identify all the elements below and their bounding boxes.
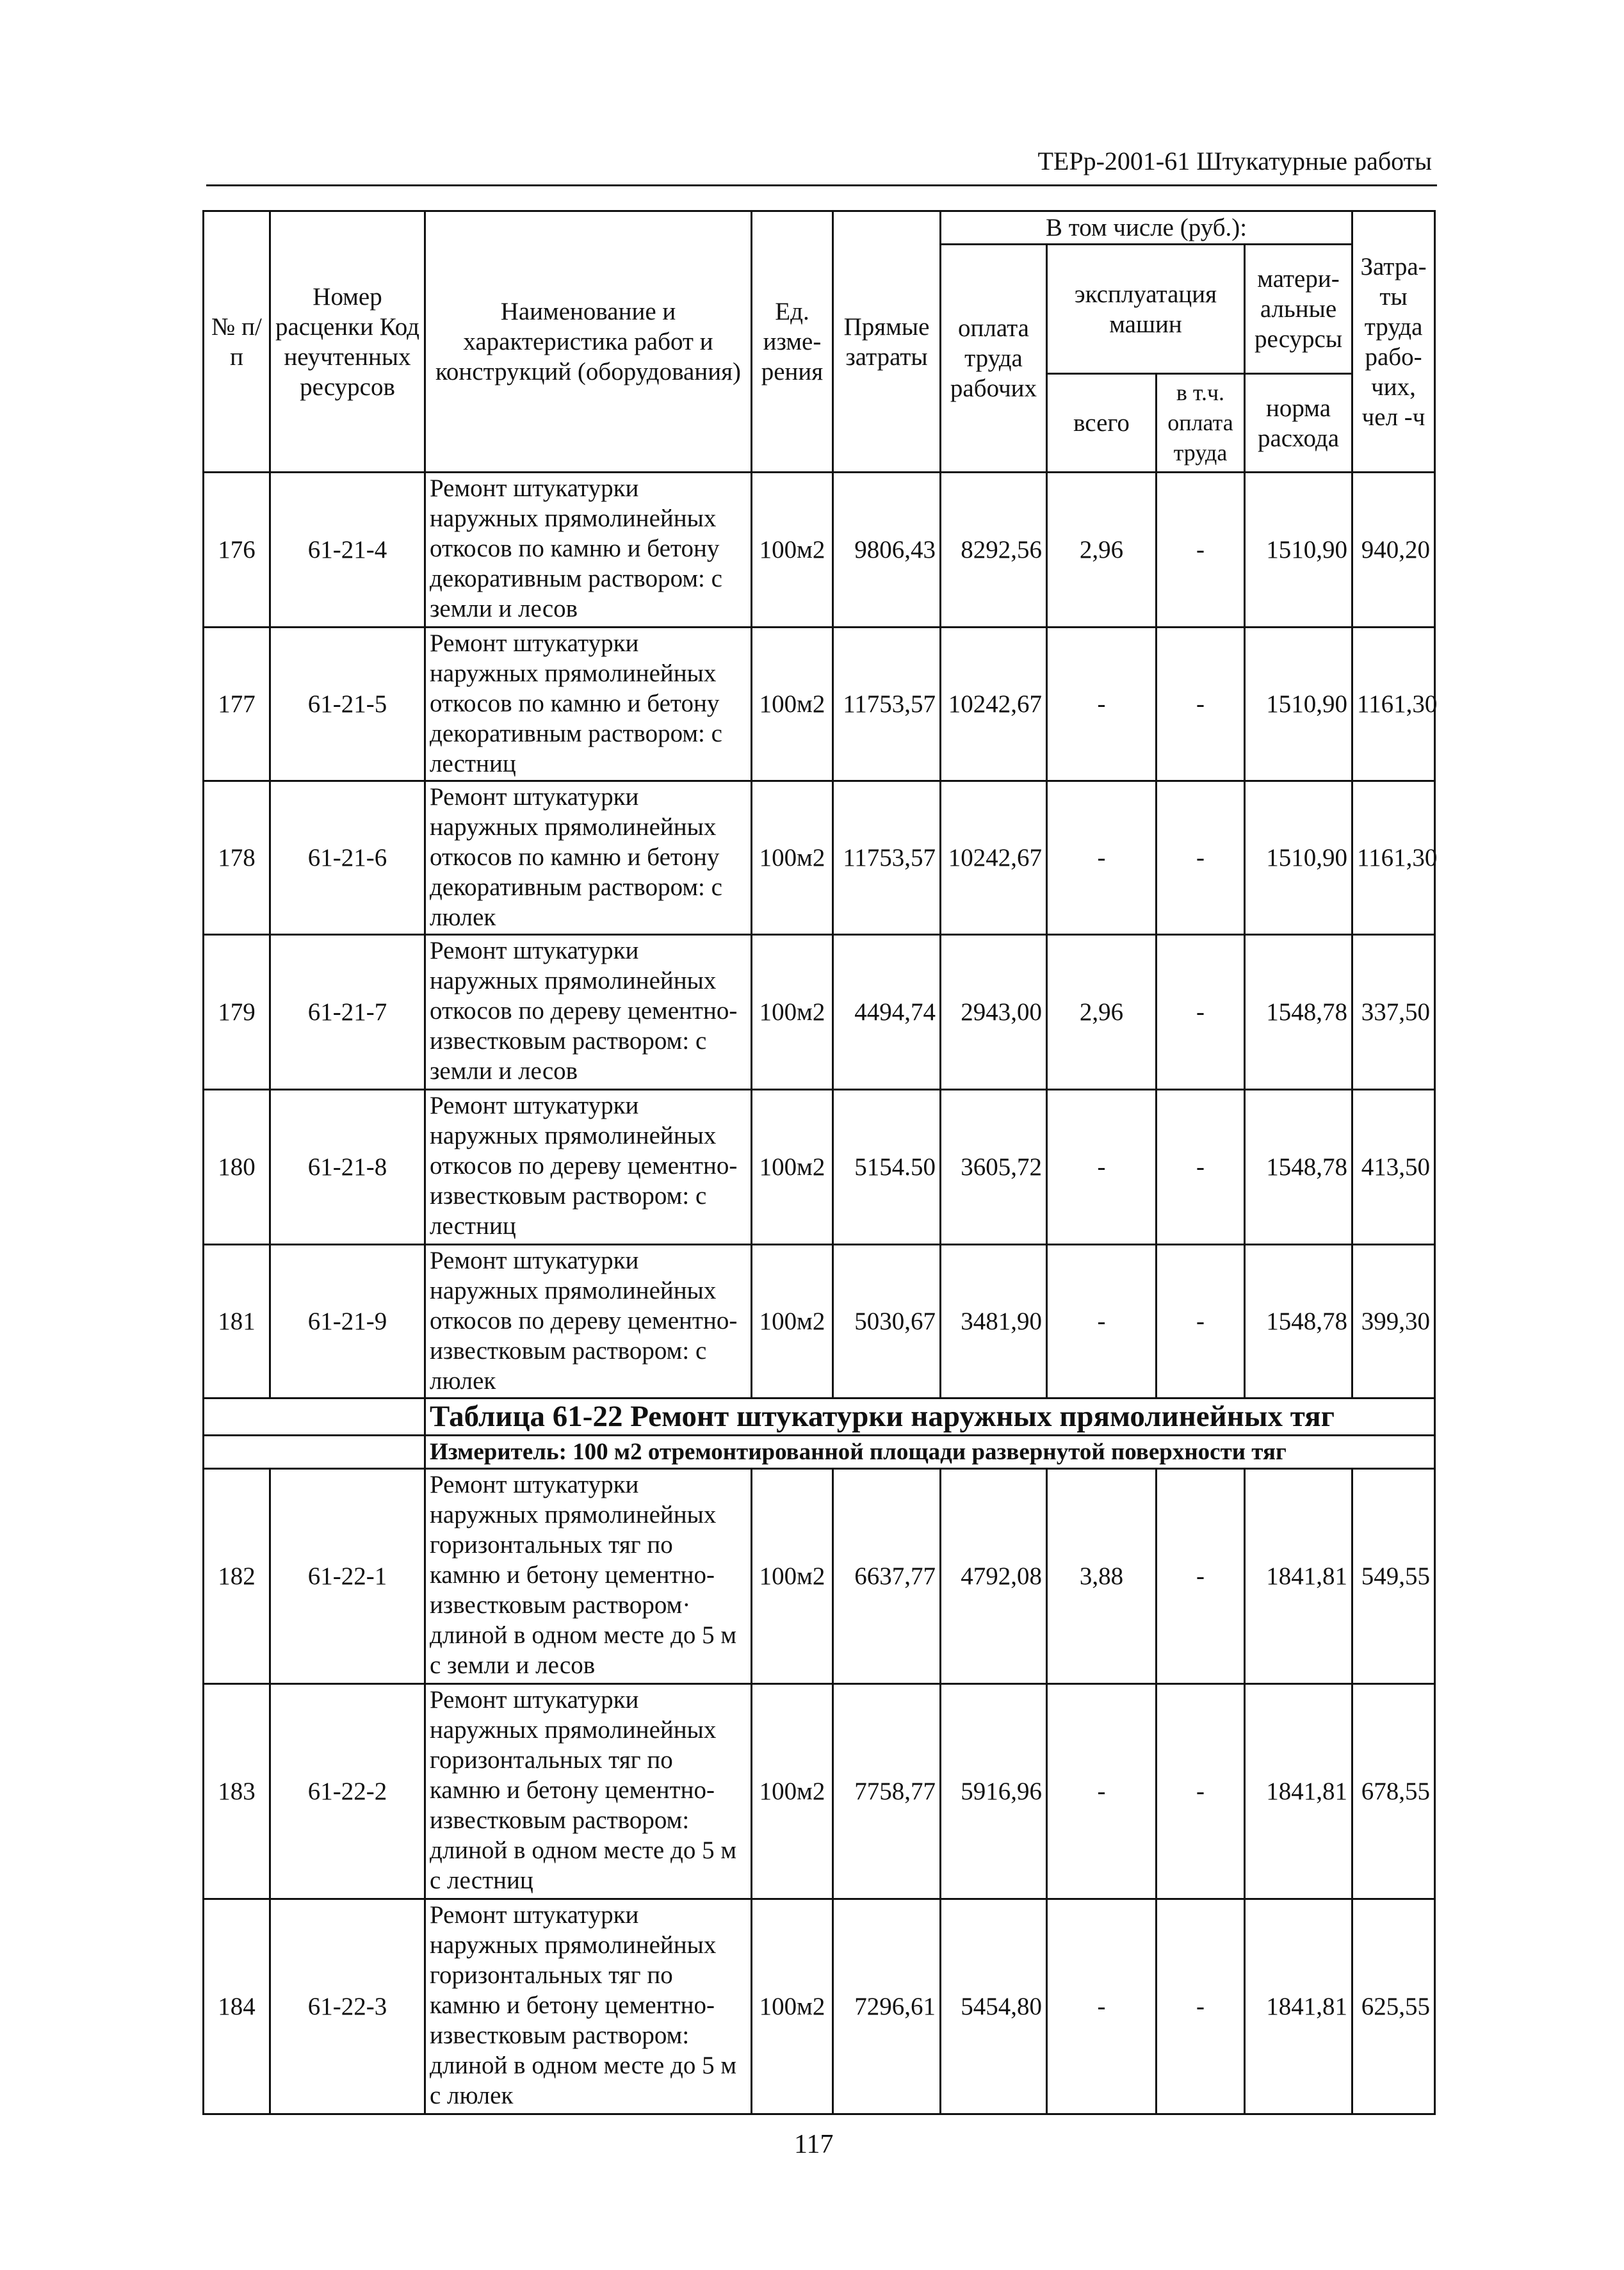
table-row [204,1090,1435,1245]
table-row [204,628,1435,781]
col-header-including: В том числе (руб.): [941,211,1352,245]
row-materials: 1510,90 [1245,781,1352,935]
row-materials: 1548,78 [1245,935,1352,1090]
row-description: Ремонт штукатурки наружных прямолинейных откосов по камню и бетону декоративным раствором: с лестниц [425,628,752,781]
col-header-materials-norm: норма расхода [1245,374,1352,473]
rates-table [202,210,1436,2115]
row-code: 61-22-3 [270,1899,425,2114]
table-header [204,211,1435,473]
table-section-61-22 [204,1398,1435,1469]
row-machines-wages: - [1157,781,1245,935]
row-description: Ремонт штукатурки наружных прямолинейных откосов по дереву цементно-известковым раствором: с земли и лесов [425,935,752,1090]
table-row [204,781,1435,935]
row-direct-cost: 7296,61 [833,1899,941,2114]
row-description: Ремонт штукатурки наружных прямолинейных откосов по камню и бетону декоративным раствором: с земли и лесов [425,473,752,628]
row-machines-total: - [1047,628,1157,781]
row-wages: 2943,00 [941,935,1047,1090]
row-machines-total: - [1047,781,1157,935]
row-machines-wages: - [1157,473,1245,628]
section-title: Таблица 61-22 Ремонт штукатурки наружных прямолинейных тяг [425,1398,1435,1436]
row-direct-cost: 11753,57 [833,628,941,781]
row-materials: 1841,81 [1245,1684,1352,1899]
row-machines-total: - [1047,1245,1157,1398]
row-wages: 10242,67 [941,781,1047,935]
row-machines-wages: - [1157,1469,1245,1684]
row-code: 61-21-4 [270,473,425,628]
row-description: Ремонт штукатурки наружных прямолинейных горизонтальных тяг по камню и бетону цементно-известковым раствором: длиной в одном месте до 5 м с люлек [425,1899,752,2114]
row-direct-cost: 11753,57 [833,781,941,935]
table-body-61-21 [204,473,1438,1398]
row-direct-cost: 9806,43 [833,473,941,628]
table-row [204,935,1435,1090]
row-materials: 1841,81 [1245,1469,1352,1684]
row-num: 181 [204,1245,270,1398]
row-materials: 1841,81 [1245,1899,1352,2114]
row-machines-wages: - [1157,1684,1245,1899]
section-title-spacer [204,1398,425,1436]
row-unit: 100м2 [752,473,833,628]
row-labor: 1161,30 [1352,781,1435,935]
row-labor: 625,55 [1352,1899,1435,2114]
row-unit: 100м2 [752,781,833,935]
row-direct-cost: 7758,77 [833,1684,941,1899]
row-wages: 3605,72 [941,1090,1047,1245]
row-num: 176 [204,473,270,628]
row-num: 177 [204,628,270,781]
row-unit: 100м2 [752,1469,833,1684]
row-machines-total: - [1047,1899,1157,2114]
row-code: 61-22-1 [270,1469,425,1684]
row-num: 180 [204,1090,270,1245]
row-description: Ремонт штукатурки наружных прямолинейных откосов по дереву цементно-известковым раствором: с люлек [425,1245,752,1398]
row-machines-wages: - [1157,628,1245,781]
row-direct-cost: 5154.50 [833,1090,941,1245]
col-header-materials: матери-альные ресурсы [1245,245,1352,374]
row-num: 178 [204,781,270,935]
row-machines-total: - [1047,1090,1157,1245]
table-row [204,1684,1435,1899]
table-body-61-22 [204,1469,1435,2114]
row-unit: 100м2 [752,1090,833,1245]
row-labor: 940,20 [1352,473,1435,628]
row-machines-total: 2,96 [1047,473,1157,628]
row-labor: 678,55 [1352,1684,1435,1899]
row-machines-total: - [1047,1684,1157,1899]
col-header-name: Наименование и характеристика работ и конструкций (оборудования) [425,211,752,473]
header-rule [206,184,1437,186]
table-row [204,1245,1435,1398]
row-machines-wages: - [1157,1899,1245,2114]
col-header-wages: оплата труда рабочих [941,245,1047,473]
row-labor: 413,50 [1352,1090,1435,1245]
row-unit: 100м2 [752,628,833,781]
document-header-title: ТЕРр-2001-61 Штукатурные работы [1037,147,1432,175]
row-machines-wages: - [1157,1245,1245,1398]
row-labor: 399,30 [1352,1245,1435,1398]
section-measure: Измеритель: 100 м2 отремонтированной площади развернутой поверхности тяг [425,1436,1435,1469]
row-materials: 1510,90 [1245,628,1352,781]
row-code: 61-21-8 [270,1090,425,1245]
row-materials: 1548,78 [1245,1090,1352,1245]
row-wages: 5454,80 [941,1899,1047,2114]
row-unit: 100м2 [752,1899,833,2114]
col-header-machines: эксплуатация машин [1047,245,1245,374]
row-num: 179 [204,935,270,1090]
table-row [204,1469,1435,1684]
section-measure-spacer [204,1436,425,1469]
row-unit: 100м2 [752,1245,833,1398]
row-materials: 1548,78 [1245,1245,1352,1398]
col-header-labor: Затра-ты труда рабо-чих, чел -ч [1352,211,1435,473]
row-wages: 3481,90 [941,1245,1047,1398]
row-code: 61-22-2 [270,1684,425,1899]
row-materials: 1510,90 [1245,473,1352,628]
row-machines-total: 3,88 [1047,1469,1157,1684]
col-header-num: № п/п [204,211,270,473]
row-code: 61-21-7 [270,935,425,1090]
row-num: 182 [204,1469,270,1684]
row-direct-cost: 6637,77 [833,1469,941,1684]
row-wages: 5916,96 [941,1684,1047,1899]
row-code: 61-21-9 [270,1245,425,1398]
row-wages: 4792,08 [941,1469,1047,1684]
row-labor: 549,55 [1352,1469,1435,1684]
row-description: Ремонт штукатурки наружных прямолинейных горизонтальных тяг по камню и бетону цементно-известковым раствором· длиной в одном месте до 5 м с земли и лесов [425,1469,752,1684]
row-description: Ремонт штукатурки наружных прямолинейных откосов по камню и бетону декоративным раствором: с люлек [425,781,752,935]
row-machines-wages: - [1157,935,1245,1090]
row-num: 184 [204,1899,270,2114]
row-direct-cost: 5030,67 [833,1245,941,1398]
col-header-unit: Ед. изме-рения [752,211,833,473]
row-unit: 100м2 [752,935,833,1090]
row-labor: 1161,30 [1352,628,1435,781]
row-description: Ремонт штукатурки наружных прямолинейных горизонтальных тяг по камню и бетону цементно-известковым раствором: длиной в одном месте до 5 м с лестниц [425,1684,752,1899]
row-unit: 100м2 [752,1684,833,1899]
row-code: 61-21-6 [270,781,425,935]
row-direct-cost: 4494,74 [833,935,941,1090]
col-header-machines-wages: в т.ч. оплата труда [1157,374,1245,473]
col-header-machines-total: всего [1047,374,1157,473]
col-header-direct: Прямые затраты [833,211,941,473]
row-wages: 8292,56 [941,473,1047,628]
row-wages: 10242,67 [941,628,1047,781]
table-row [204,1899,1435,2114]
page-number: 117 [794,2130,834,2159]
row-machines-wages: - [1157,1090,1245,1245]
row-num: 183 [204,1684,270,1899]
row-description: Ремонт штукатурки наружных прямолинейных откосов по дереву цементно-известковым раствором: с лестниц [425,1090,752,1245]
table-row [204,473,1435,628]
row-labor: 337,50 [1352,935,1435,1090]
col-header-code: Номер расценки Код неучтенных ресурсов [270,211,425,473]
row-code: 61-21-5 [270,628,425,781]
row-machines-total: 2,96 [1047,935,1157,1090]
